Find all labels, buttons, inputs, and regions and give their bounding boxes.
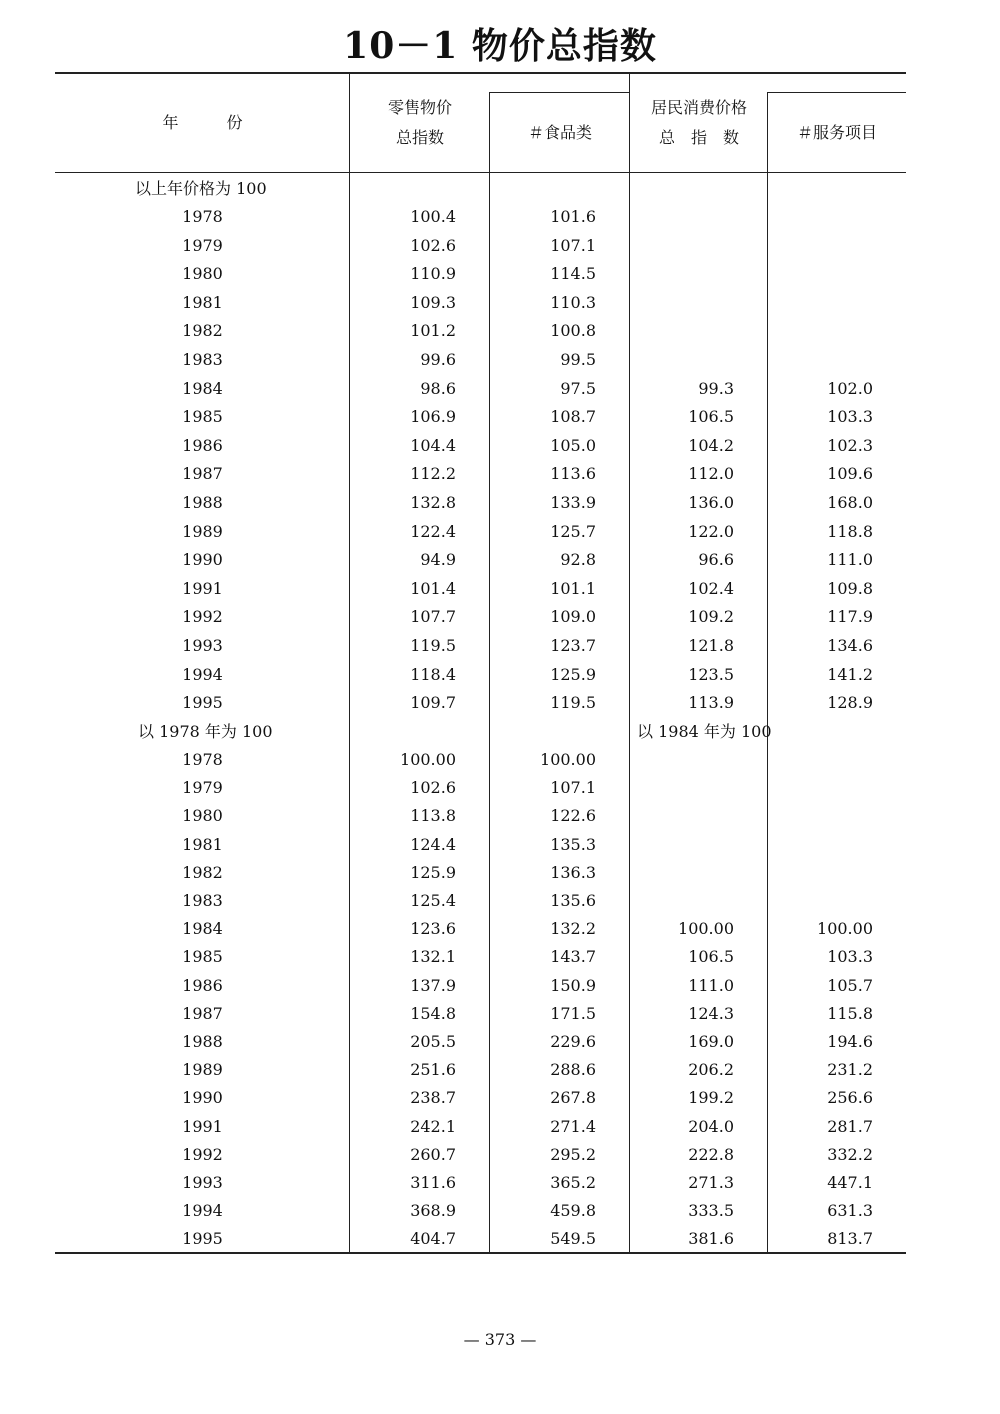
- cell-retail: 311.6: [410, 1173, 456, 1192]
- header-cpi-line1: 居民消费价格: [650, 98, 747, 117]
- cell-retail: 106.9: [410, 407, 456, 427]
- cell-food: 171.5: [550, 1003, 596, 1023]
- cell-food: 123.7: [550, 636, 596, 655]
- cell-year: 1981: [182, 292, 223, 312]
- cell-food: 97.5: [560, 378, 596, 398]
- cell-food: 92.8: [560, 550, 596, 570]
- cell-retail: 110.9: [410, 264, 456, 284]
- table-row: [0, 346, 1000, 374]
- table-row: [0, 603, 1000, 631]
- cell-year: 1982: [182, 321, 223, 341]
- cell-food: 108.7: [550, 407, 596, 427]
- cell-retail: 404.7: [410, 1229, 456, 1249]
- cell-service: 168.0: [827, 493, 873, 512]
- section1-label: 以上年价格为 100: [135, 179, 267, 198]
- header-year: 年 份: [162, 113, 243, 132]
- table-top-rule: [55, 72, 906, 74]
- cell-year: 1994: [182, 1201, 223, 1221]
- table-row: [0, 489, 1000, 517]
- cell-service: 100.00: [817, 919, 873, 939]
- cell-food: 110.3: [550, 292, 596, 312]
- cell-cpi: 100.00: [678, 919, 734, 939]
- cell-year: 1990: [182, 550, 223, 570]
- cell-food: 459.8: [550, 1201, 596, 1221]
- cell-food: 125.9: [550, 664, 596, 684]
- table-row: [0, 1225, 1000, 1253]
- cell-cpi: 111.0: [688, 975, 734, 995]
- cell-service: 111.0: [827, 550, 873, 570]
- table-row: [0, 460, 1000, 488]
- cell-cpi: 106.5: [688, 947, 734, 967]
- cell-cpi: 112.0: [688, 464, 734, 484]
- cell-cpi: 109.2: [688, 607, 734, 627]
- table-row: [0, 632, 1000, 660]
- cell-retail: 94.9: [420, 550, 456, 570]
- cell-cpi: 204.0: [688, 1116, 734, 1136]
- cell-cpi: 121.8: [688, 636, 734, 655]
- cell-retail: 238.7: [410, 1088, 456, 1108]
- cell-year: 1991: [182, 1116, 223, 1136]
- cell-food: 119.5: [550, 693, 596, 713]
- cell-retail: 125.4: [410, 891, 456, 910]
- header-subgroup-rule: [490, 92, 630, 93]
- cell-food: 267.8: [550, 1088, 596, 1108]
- cell-service: 109.6: [827, 464, 873, 484]
- cell-year: 1992: [182, 1144, 223, 1164]
- table-row: [0, 1056, 1000, 1084]
- cell-service: 102.3: [827, 435, 873, 455]
- cell-service: 103.3: [827, 407, 873, 427]
- cell-year: 1995: [182, 1229, 223, 1249]
- header-food: ＃食品类: [527, 123, 592, 142]
- cell-year: 1983: [182, 891, 223, 910]
- cell-food: 150.9: [550, 975, 596, 995]
- cell-service: 105.7: [827, 975, 873, 995]
- cell-cpi: 169.0: [688, 1032, 734, 1051]
- cell-year: 1983: [182, 350, 223, 369]
- table-row: [0, 432, 1000, 460]
- cell-year: 1993: [182, 1173, 223, 1192]
- table-row: [0, 232, 1000, 260]
- cell-retail: 101.2: [410, 321, 456, 341]
- page-number: — 373 —: [463, 1330, 537, 1349]
- cell-year: 1995: [182, 693, 223, 713]
- cell-food: 114.5: [550, 264, 596, 284]
- cell-food: 288.6: [550, 1060, 596, 1080]
- cell-retail: 99.6: [420, 350, 456, 369]
- cell-food: 107.1: [550, 778, 596, 798]
- header-retail-line2: 总指数: [395, 128, 444, 147]
- cell-year: 1980: [182, 806, 223, 826]
- table-row: [0, 1169, 1000, 1197]
- table-row: [0, 972, 1000, 1000]
- header-retail-line1: 零售物价: [387, 98, 452, 117]
- cell-retail: 122.4: [410, 521, 456, 541]
- cell-year: 1987: [182, 464, 223, 484]
- cell-retail: 119.5: [410, 636, 456, 655]
- cell-food: 135.3: [550, 834, 596, 854]
- cell-food: 143.7: [550, 947, 596, 967]
- cell-food: 101.1: [550, 578, 596, 598]
- cell-service: 281.7: [827, 1116, 873, 1136]
- cell-retail: 102.6: [410, 235, 456, 255]
- cell-service: 813.7: [827, 1229, 873, 1249]
- cell-service: 109.8: [827, 578, 873, 598]
- cell-retail: 101.4: [410, 578, 456, 598]
- table-row: [0, 943, 1000, 971]
- cell-year: 1987: [182, 1003, 223, 1023]
- cell-retail: 154.8: [410, 1003, 456, 1023]
- cell-service: 103.3: [827, 947, 873, 967]
- cell-food: 125.7: [550, 521, 596, 541]
- cell-retail: 102.6: [410, 778, 456, 798]
- cell-cpi: 102.4: [688, 578, 734, 598]
- cell-retail: 109.3: [410, 292, 456, 312]
- cell-cpi: 381.6: [688, 1229, 734, 1249]
- table-row: [0, 802, 1000, 830]
- cell-year: 1992: [182, 607, 223, 627]
- header-bottom-rule: [55, 172, 906, 173]
- cell-retail: 118.4: [410, 664, 456, 684]
- cell-retail: 98.6: [420, 378, 456, 398]
- header-retail: [350, 93, 490, 153]
- cell-food: 136.3: [550, 862, 596, 882]
- cell-food: 135.6: [550, 891, 596, 910]
- cell-service: 631.3: [827, 1201, 873, 1221]
- cell-cpi: 99.3: [698, 378, 734, 398]
- table-row: [0, 1141, 1000, 1169]
- cell-service: 231.2: [827, 1060, 873, 1080]
- cell-cpi: 206.2: [688, 1060, 734, 1080]
- header-subgroup-rule-2: [768, 92, 906, 93]
- cell-retail: 100.00: [400, 750, 456, 769]
- cell-retail: 124.4: [410, 834, 456, 854]
- cell-food: 132.2: [550, 919, 596, 939]
- cell-year: 1979: [182, 778, 223, 798]
- table-row: [0, 831, 1000, 859]
- table-row: [0, 859, 1000, 887]
- cell-food: 271.4: [550, 1116, 596, 1136]
- cell-year: 1981: [182, 834, 223, 854]
- cell-service: 332.2: [827, 1144, 873, 1164]
- cell-cpi: 136.0: [688, 493, 734, 512]
- cell-year: 1989: [182, 1060, 223, 1080]
- cell-retail: 251.6: [410, 1060, 456, 1080]
- section2-label: 以 1978 年为 100: [138, 722, 273, 741]
- cell-food: 100.8: [550, 321, 596, 341]
- table-row: [0, 1197, 1000, 1225]
- cell-retail: 132.8: [410, 493, 456, 512]
- cell-service: 118.8: [827, 521, 873, 541]
- table-row: [0, 661, 1000, 689]
- cell-retail: 132.1: [410, 947, 456, 967]
- table-row: [0, 546, 1000, 574]
- header-cpi-line2: 总 指 数: [658, 128, 739, 147]
- cell-food: 113.6: [550, 464, 596, 484]
- cell-food: 295.2: [550, 1144, 596, 1164]
- cell-year: 1986: [182, 435, 223, 455]
- cell-service: 102.0: [827, 378, 873, 398]
- cell-year: 1986: [182, 975, 223, 995]
- cell-service: 447.1: [827, 1173, 873, 1192]
- cell-year: 1989: [182, 521, 223, 541]
- cell-cpi: 222.8: [688, 1144, 734, 1164]
- cell-service: 117.9: [827, 607, 873, 627]
- table-row: [0, 887, 1000, 915]
- table-row: [0, 260, 1000, 288]
- table-row: [0, 289, 1000, 317]
- cell-year: 1984: [182, 919, 223, 939]
- table-row: [0, 774, 1000, 802]
- table-row: [0, 403, 1000, 431]
- cell-year: 1982: [182, 862, 223, 882]
- table-row: [0, 1000, 1000, 1028]
- cell-year: 1994: [182, 664, 223, 684]
- table-row: [0, 575, 1000, 603]
- cell-retail: 368.9: [410, 1201, 456, 1221]
- header-cpi: [630, 93, 768, 153]
- cell-cpi: 123.5: [688, 664, 734, 684]
- cell-year: 1978: [182, 207, 223, 226]
- table-row: [0, 203, 1000, 231]
- table-row: [0, 689, 1000, 717]
- cell-food: 105.0: [550, 435, 596, 455]
- table-row: [0, 1084, 1000, 1112]
- cell-year: 1988: [182, 1032, 223, 1051]
- cell-food: 229.6: [550, 1032, 596, 1051]
- table-row: [0, 317, 1000, 345]
- cell-food: 109.0: [550, 607, 596, 627]
- cell-cpi: 333.5: [688, 1201, 734, 1221]
- cell-retail: 107.7: [410, 607, 456, 627]
- cell-year: 1991: [182, 578, 223, 598]
- cell-service: 141.2: [827, 664, 873, 684]
- cell-retail: 123.6: [410, 919, 456, 939]
- header-service: ＃服务项目: [796, 123, 877, 142]
- cell-service: 115.8: [827, 1003, 873, 1023]
- cell-year: 1985: [182, 407, 223, 427]
- cell-retail: 112.2: [410, 464, 456, 484]
- cell-cpi: 113.9: [688, 693, 734, 713]
- cell-year: 1990: [182, 1088, 223, 1108]
- cell-food: 133.9: [550, 493, 596, 512]
- table-row: [0, 746, 1000, 774]
- cell-retail: 137.9: [410, 975, 456, 995]
- cell-cpi: 96.6: [698, 550, 734, 570]
- cell-service: 134.6: [827, 636, 873, 655]
- cell-retail: 109.7: [410, 693, 456, 713]
- table-row: [0, 915, 1000, 943]
- cell-retail: 113.8: [410, 806, 456, 826]
- cell-food: 122.6: [550, 806, 596, 826]
- cell-retail: 125.9: [410, 862, 456, 882]
- cell-retail: 100.4: [410, 207, 456, 226]
- cell-service: 128.9: [827, 693, 873, 713]
- cell-year: 1988: [182, 493, 223, 512]
- table-row: [0, 375, 1000, 403]
- cell-year: 1984: [182, 378, 223, 398]
- cell-retail: 242.1: [410, 1116, 456, 1136]
- cell-retail: 104.4: [410, 435, 456, 455]
- cell-year: 1993: [182, 636, 223, 655]
- cell-cpi: 271.3: [688, 1173, 734, 1192]
- table-row: [0, 1028, 1000, 1056]
- cell-service: 194.6: [827, 1032, 873, 1051]
- cell-cpi: 104.2: [688, 435, 734, 455]
- cell-year: 1979: [182, 235, 223, 255]
- cell-food: 365.2: [550, 1173, 596, 1192]
- table-row: [0, 518, 1000, 546]
- page-title: 10－1 物价总指数: [343, 25, 657, 67]
- cell-cpi: 199.2: [688, 1088, 734, 1108]
- cell-retail: 205.5: [410, 1032, 456, 1051]
- cell-year: 1985: [182, 947, 223, 967]
- table-row: [0, 1113, 1000, 1141]
- cell-service: 256.6: [827, 1088, 873, 1108]
- cell-food: 101.6: [550, 207, 596, 226]
- cell-cpi: 122.0: [688, 521, 734, 541]
- cell-year: 1978: [182, 750, 223, 769]
- cell-cpi: 124.3: [688, 1003, 734, 1023]
- cell-food: 107.1: [550, 235, 596, 255]
- cell-food: 100.00: [540, 750, 596, 769]
- cell-year: 1980: [182, 264, 223, 284]
- cell-cpi: 106.5: [688, 407, 734, 427]
- section2-cpi-label: 以 1984 年为 100: [637, 722, 772, 741]
- cell-food: 549.5: [550, 1229, 596, 1249]
- cell-food: 99.5: [560, 350, 596, 369]
- cell-retail: 260.7: [410, 1144, 456, 1164]
